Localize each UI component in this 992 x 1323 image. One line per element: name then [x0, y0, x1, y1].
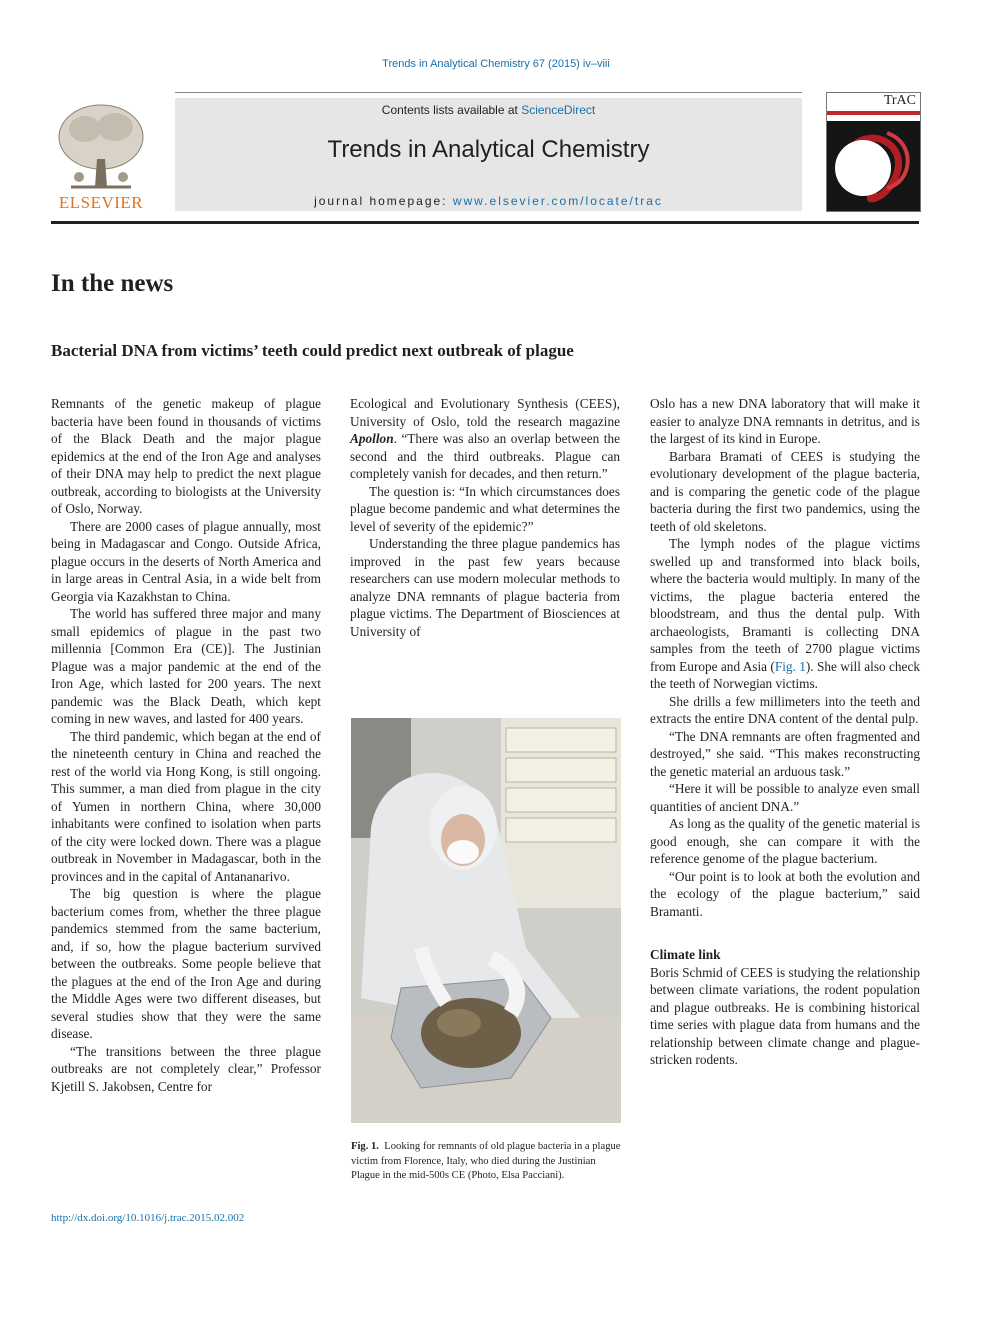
- paragraph-text: Ecological and Evolutionary Synthesis (CEES), University of Oslo, told the research magazine: [350, 396, 620, 429]
- doi-link[interactable]: http://dx.doi.org/10.1016/j.trac.2015.02.002: [51, 1212, 245, 1224]
- contents-prefix: Contents lists available at: [381, 103, 522, 117]
- paragraph: Remnants of the genetic makeup of plague bacteria have been found in thousands of victims of the Black Death and the major plague epidemics at the end of the Iron Age and analyses of their DNA may help to predict the next plague outbreak, according to biologists at the University of Oslo, Norway.: [51, 396, 321, 516]
- homepage-link[interactable]: www.elsevier.com/locate/trac: [452, 194, 663, 208]
- paragraph: There are 2000 cases of plague annually, most being in Madagascar and Congo. Outside Africa, plague occurs in the deserts of North America and in large areas in Central Asia, in a wide belt from Georgia via Kazakhstan to China.: [51, 518, 321, 604]
- paragraph-text: ). She will also check the teeth of Norwegian victims.: [650, 658, 920, 691]
- journal-cover-thumbnail[interactable]: [826, 92, 921, 212]
- paragraph: Oslo has a new DNA laboratory that will make it easier to analyze DNA remnants in detritus, and is the largest of its kind in Europe.: [650, 396, 920, 446]
- paragraph: The big question is where the plague bacterium comes from, whether the three plague pandemics stemmed from the same bacterium, and, if so, how the plague bacterium survived between the outbreaks. Some people believe that the plagues at the end of the Iron Age and during the Middle Ages were two different diseases, but several studies show that they were the same disease.: [51, 886, 321, 1041]
- paragraph: [350, 395, 620, 483]
- paragraph: Boris Schmid of CEES is studying the relationship between climate variations, the rodent population and plague outbreaks. He is combining historical time series with plague data from humans and the relationship between climate change and plague-stricken rodents.: [650, 964, 920, 1067]
- figure-label: Fig. 1.: [351, 1141, 379, 1152]
- figure-1-reference-link[interactable]: Fig. 1: [774, 658, 806, 674]
- paragraph-text: . “There was also an overlap between the second and the third outbreaks. Plague can completely vanish for decades, and then return.”: [350, 431, 620, 481]
- sciencedirect-link[interactable]: ScienceDirect: [521, 103, 596, 117]
- paragraph: The world has suffered three major and many small epidemics of plague in the past two millennia [Common Era (CE)]. The Justinian Plague was a major pandemic at the end of the Iron Age, which lasted for 200 years. The next pandemic was the Black Death, which kept coming in new waves, and lasted for 400 years.: [51, 606, 321, 726]
- paragraph: She drills a few millimeters into the teeth and extracts the entire DNA content of the dental pulp.: [650, 693, 920, 726]
- masthead-bottom-rule: [51, 221, 919, 224]
- text-column-3: [650, 395, 920, 1069]
- contents-line: [175, 103, 802, 117]
- magazine-name: Apollon: [350, 431, 394, 446]
- figure-1-caption: [351, 1140, 621, 1184]
- paragraph: Understanding the three plague pandemics has improved in the past few years because researchers can use modern molecular methods to analyze DNA remnants of plague bacteria from plague victims. The Department of Biosciences at University of: [350, 536, 620, 639]
- paragraph-text: The lymph nodes of the plague victims swelled up and transformed into black boils, where the bacteria would multiply. In many of the victims, the plague bacteria entered the bloodstream, and thus the dental pulp. With archaeologists, Bramanti is collecting DNA samples from the teeth of 2700 plague victims from Europe and Asia (: [650, 536, 920, 674]
- paragraph: As long as the quality of the genetic material is good enough, she can compare it with the reference genome of the plague bacterium.: [650, 816, 920, 866]
- cover-artwork: [827, 93, 920, 211]
- paragraph: “The DNA remnants are often fragmented and destroyed,” she said. “This makes reconstructing the genetic material an arduous task.”: [650, 728, 920, 779]
- paragraph: “Here it will be possible to analyze even small quantities of ancient DNA.”: [650, 781, 920, 814]
- journal-masthead: [175, 98, 802, 211]
- paragraph: [650, 535, 920, 693]
- article-title: Bacterial DNA from victims’ teeth could predict next outbreak of plague: [51, 341, 574, 360]
- homepage-prefix: journal homepage:: [314, 194, 453, 208]
- cover-code: TrAC: [883, 93, 916, 108]
- subheading-climate-link: Climate link: [650, 947, 721, 962]
- figure-1-photo: [351, 718, 621, 1123]
- paragraph: “The transitions between the three plague outbreaks are not completely clear,” Professor Kjetill S. Jakobsen, Centre for: [51, 1043, 321, 1094]
- masthead-top-rule: [175, 92, 802, 93]
- journal-title: Trends in Analytical Chemistry: [327, 136, 650, 163]
- text-column-2: [350, 395, 620, 640]
- paragraph: Barbara Bramati of CEES is studying the evolutionary development of the plague bacteria, and is comparing the genetic code of the plague bacteria during the first two pandemics, using the teeth of old skeletons.: [650, 448, 920, 534]
- paragraph: The third pandemic, which began at the end of the nineteenth century in China and reached the rest of the world via Hong Kong, is still ongoing. This summer, a man died from plague in the city of Yumen in northern China, where 30,000 inhabitants were confined to isolation when parts of the city were locked down. There was a plague outbreak in November in Madagascar, both in the provinces and in the capital of Antananarivo.: [51, 728, 321, 884]
- journal-citation[interactable]: Trends in Analytical Chemistry 67 (2015) iv–viii: [382, 58, 610, 70]
- figure-caption-text: Looking for remnants of old plague bacteria in a plague victim from Florence, Italy, who died during the Justinian Plague in the mid-500s CE (Photo, Elsa Pacciani).: [351, 1141, 621, 1181]
- paragraph: “Our point is to look at both the evolution and the ecology of the plague bacterium,” said Bramanti.: [650, 868, 920, 919]
- section-title: In the news: [51, 270, 174, 297]
- elsevier-wordmark: ELSEVIER: [58, 193, 144, 212]
- text-column-1: [51, 395, 321, 1095]
- homepage-line: [175, 194, 802, 208]
- paragraph: The question is: “In which circumstances does plague become pandemic and what determines the level of severity of the epidemic?”: [350, 483, 620, 534]
